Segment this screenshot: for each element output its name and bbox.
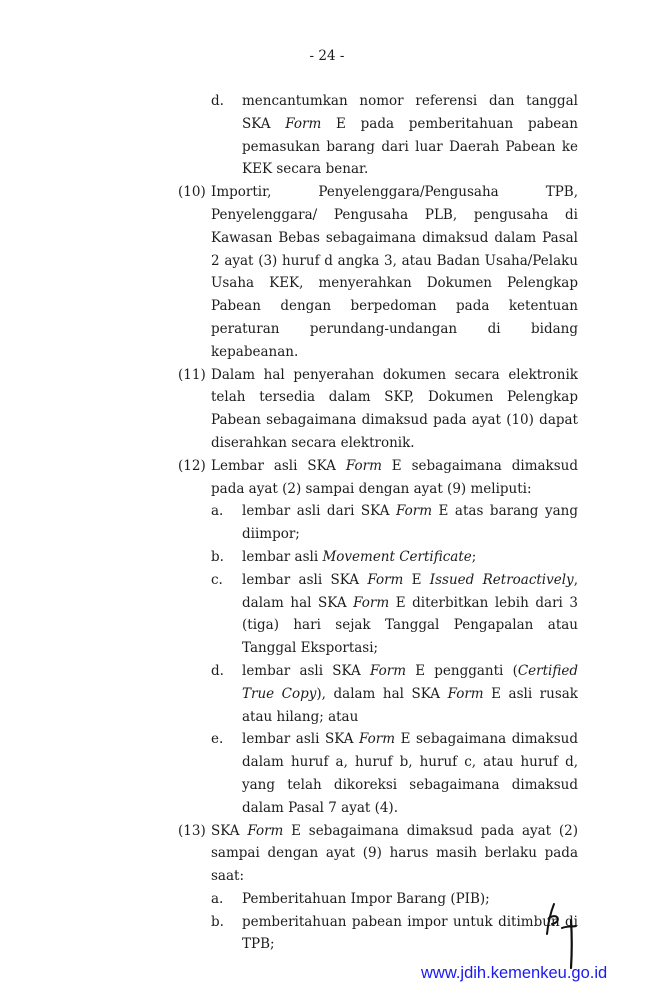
item-text: lembar asli dari SKA Form E atas barang yang diimpor; [242,503,578,543]
paragraph-12 [178,455,578,501]
list-item-c [211,569,578,660]
item-label: e. [211,731,224,748]
item-label: a. [211,503,224,520]
paragraph-text: Dalam hal penyerahan dokumen secara elektronik telah tersedia dalam SKP, Dokumen Pelengkap Pabean sebagaimana dimaksud pada ayat (10) dapat diserahkan secara elektronik. [211,366,578,451]
list-item-b [211,546,578,569]
item-text: lembar asli Movement Certificate; [242,548,477,565]
item-text: lembar asli SKA Form E Issued Retroactively, dalam hal SKA Form E diterbitkan lebih dari 3 (tiga) hari sejak Tanggal Pengapalan atau Tanggal Eksportasi; [242,571,578,657]
list-item-d [211,90,578,181]
item-text: pemberitahuan pabean impor untuk ditimbun di TPB; [242,913,578,953]
paragraph-text: SKA Form E sebagaimana dimaksud pada ayat (2) sampai dengan ayat (9) harus masih berlaku pada saat: [211,822,579,885]
item-label: d. [211,662,224,679]
item-label: d. [211,93,224,109]
initials-signature [540,900,590,972]
list-item-d [211,660,578,728]
item-text: lembar asli SKA Form E sebagaimana dimaksud dalam huruf a, huruf b, huruf c, atau huruf d, yang telah dikoreksi sebagaimana dimaksud dalam Pasal 7 ayat (4). [242,731,578,816]
paragraph-11 [178,364,578,455]
paragraph-10 [178,181,578,363]
paragraph-label: (10) [178,184,206,201]
page-number: - 24 - [309,48,345,64]
list-item-e [211,728,578,819]
paragraph-label: (13) [178,822,206,839]
item-label: b. [211,913,224,930]
footer-url[interactable]: www.jdih.kemenkeu.go.id [421,964,608,982]
paragraph-text: Lembar asli SKA Form E sebagaimana dimaksud pada ayat (2) sampai dengan ayat (9) meliputi: [211,457,578,497]
item-label: c. [211,571,223,588]
item-text: lembar asli SKA Form E pengganti (Certified True Copy), dalam hal SKA Form E asli rusak atau hilang; atau [242,662,578,725]
item-text: Pemberitahuan Impor Barang (PIB); [242,890,490,907]
item-label: b. [211,548,224,565]
paragraph-label: (12) [178,457,206,474]
paragraph-text: Importir, Penyelenggara/Pengusaha TPB, Penyelenggara/ Pengusaha PLB, pengusaha di Kawasan Bebas sebagaimana dimaksud dalam Pasal 2 ayat (3) huruf d angka 3, atau Badan Usaha/Pelaku Usaha KEK, menyerahkan Dokumen Pelengkap Pabean dengan berpedoman pada ketentuan peraturan perundang-undangan di bidang kepabeanan. [211,184,578,360]
item-text: mencantumkan nomor referensi dan tanggal SKA Form E pada pemberitahuan pabean pemasukan barang dari luar Daerah Pabean ke KEK secara benar. [242,93,579,178]
paragraph-label: (11) [178,366,206,383]
item-label: a. [211,890,224,907]
document-body [178,90,578,956]
list-item-b [211,911,578,957]
paragraph-13 [178,820,578,888]
list-item-a [211,500,578,546]
list-item-a [211,888,578,911]
